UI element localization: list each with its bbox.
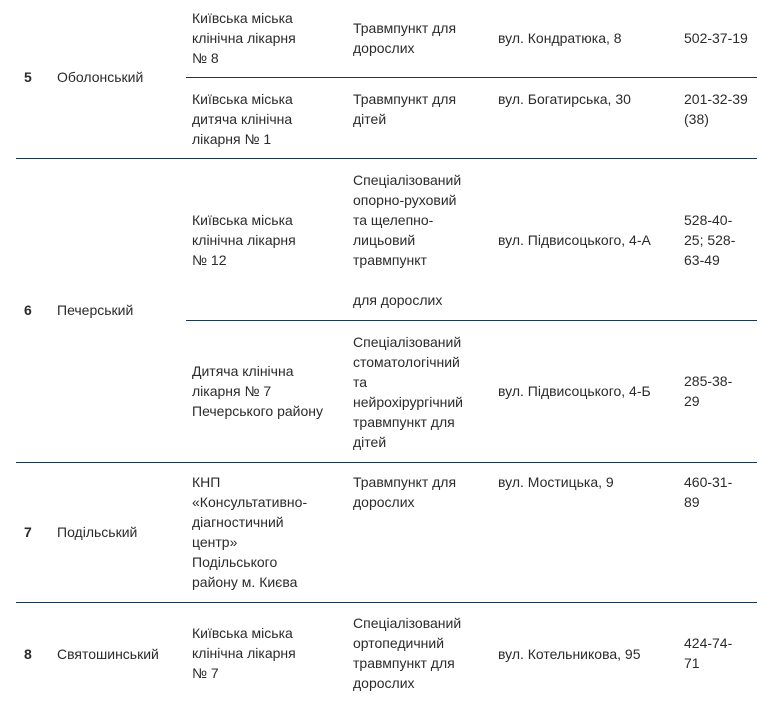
phone: 528-40- 25; 528- 63-49 <box>684 212 736 268</box>
address: вул. Підвисоцького, 4-А <box>498 232 651 248</box>
address: вул. Кондратюка, 8 <box>498 30 622 46</box>
row-number: 8 <box>24 646 32 662</box>
hospital-name: Київська міська клінічна лікарня № 7 <box>192 625 296 681</box>
row-divider <box>186 320 757 321</box>
trauma-type: Травмпункт для дітей <box>353 91 457 127</box>
hospital-name: Дитяча клінічна лікарня № 7 Печерського району <box>192 363 323 419</box>
district-name: Оболонський <box>57 69 144 85</box>
district-name: Святошинський <box>57 646 159 662</box>
group-divider <box>16 462 757 463</box>
district-name: Подільський <box>57 524 138 540</box>
row-number: 5 <box>24 69 32 85</box>
group-divider <box>16 158 757 159</box>
phone: 502-37-19 <box>684 30 748 46</box>
trauma-type: Спеціалізований стоматологічний та нейрохірургічний травмпункт для дітей <box>353 334 464 450</box>
trauma-centers-table <box>16 0 757 703</box>
address: вул. Котельникова, 95 <box>498 646 641 662</box>
hospital-name: Київська міська клінічна лікарня № 8 <box>192 10 296 66</box>
trauma-type: Травмпункт для дорослих <box>353 474 457 510</box>
phone: 424-74- 71 <box>684 635 733 671</box>
phone: 201-32-39 (38) <box>684 91 748 127</box>
trauma-type: Травмпункт для дорослих <box>353 20 457 56</box>
row-number: 6 <box>24 302 32 318</box>
address: вул. Мостицька, 9 <box>498 474 614 490</box>
hospital-name: КНП «Консультативно- діагностичний центр» Подільського району м. Києва <box>192 474 308 590</box>
hospital-name: Київська міська клінічна лікарня № 12 <box>192 212 296 268</box>
group-divider <box>16 602 757 603</box>
hospital-name: Київська міська дитяча клінічна лікарня № 1 <box>192 91 293 147</box>
phone: 285-38- 29 <box>684 373 733 409</box>
trauma-type: Спеціалізований опорно-руховий та щелепно- лицьовий травмпункт для дорослих <box>353 172 462 308</box>
row-number: 7 <box>24 524 32 540</box>
phone: 460-31- 89 <box>684 474 733 510</box>
address: вул. Підвисоцького, 4-Б <box>498 383 651 399</box>
district-name: Печерський <box>57 302 134 318</box>
row-divider <box>186 77 757 78</box>
trauma-type: Спеціалізований ортопедичний травмпункт для дорослих <box>353 615 462 691</box>
address: вул. Богатирська, 30 <box>498 91 631 107</box>
